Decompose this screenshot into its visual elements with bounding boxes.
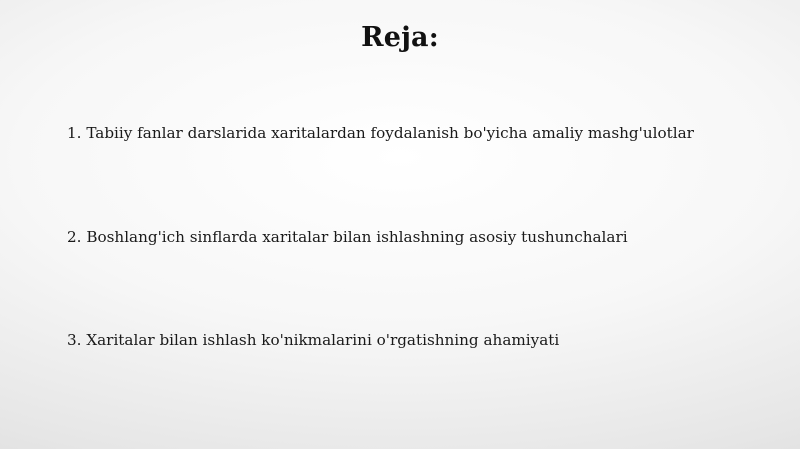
slide-title: Reja: xyxy=(361,22,439,53)
plan-item-3: 3. Xaritalar bilan ishlash ko'nikmalarini o'rgatishning ahamiyati xyxy=(67,331,560,349)
plan-item-1: 1. Tabiiy fanlar darslarida xaritalardan foydalanish bo'yicha amaliy mashg'ulotlar xyxy=(67,124,694,142)
plan-item-2: 2. Boshlang'ich sinflarda xaritalar bilan ishlashning asosiy tushunchalari xyxy=(67,228,628,246)
